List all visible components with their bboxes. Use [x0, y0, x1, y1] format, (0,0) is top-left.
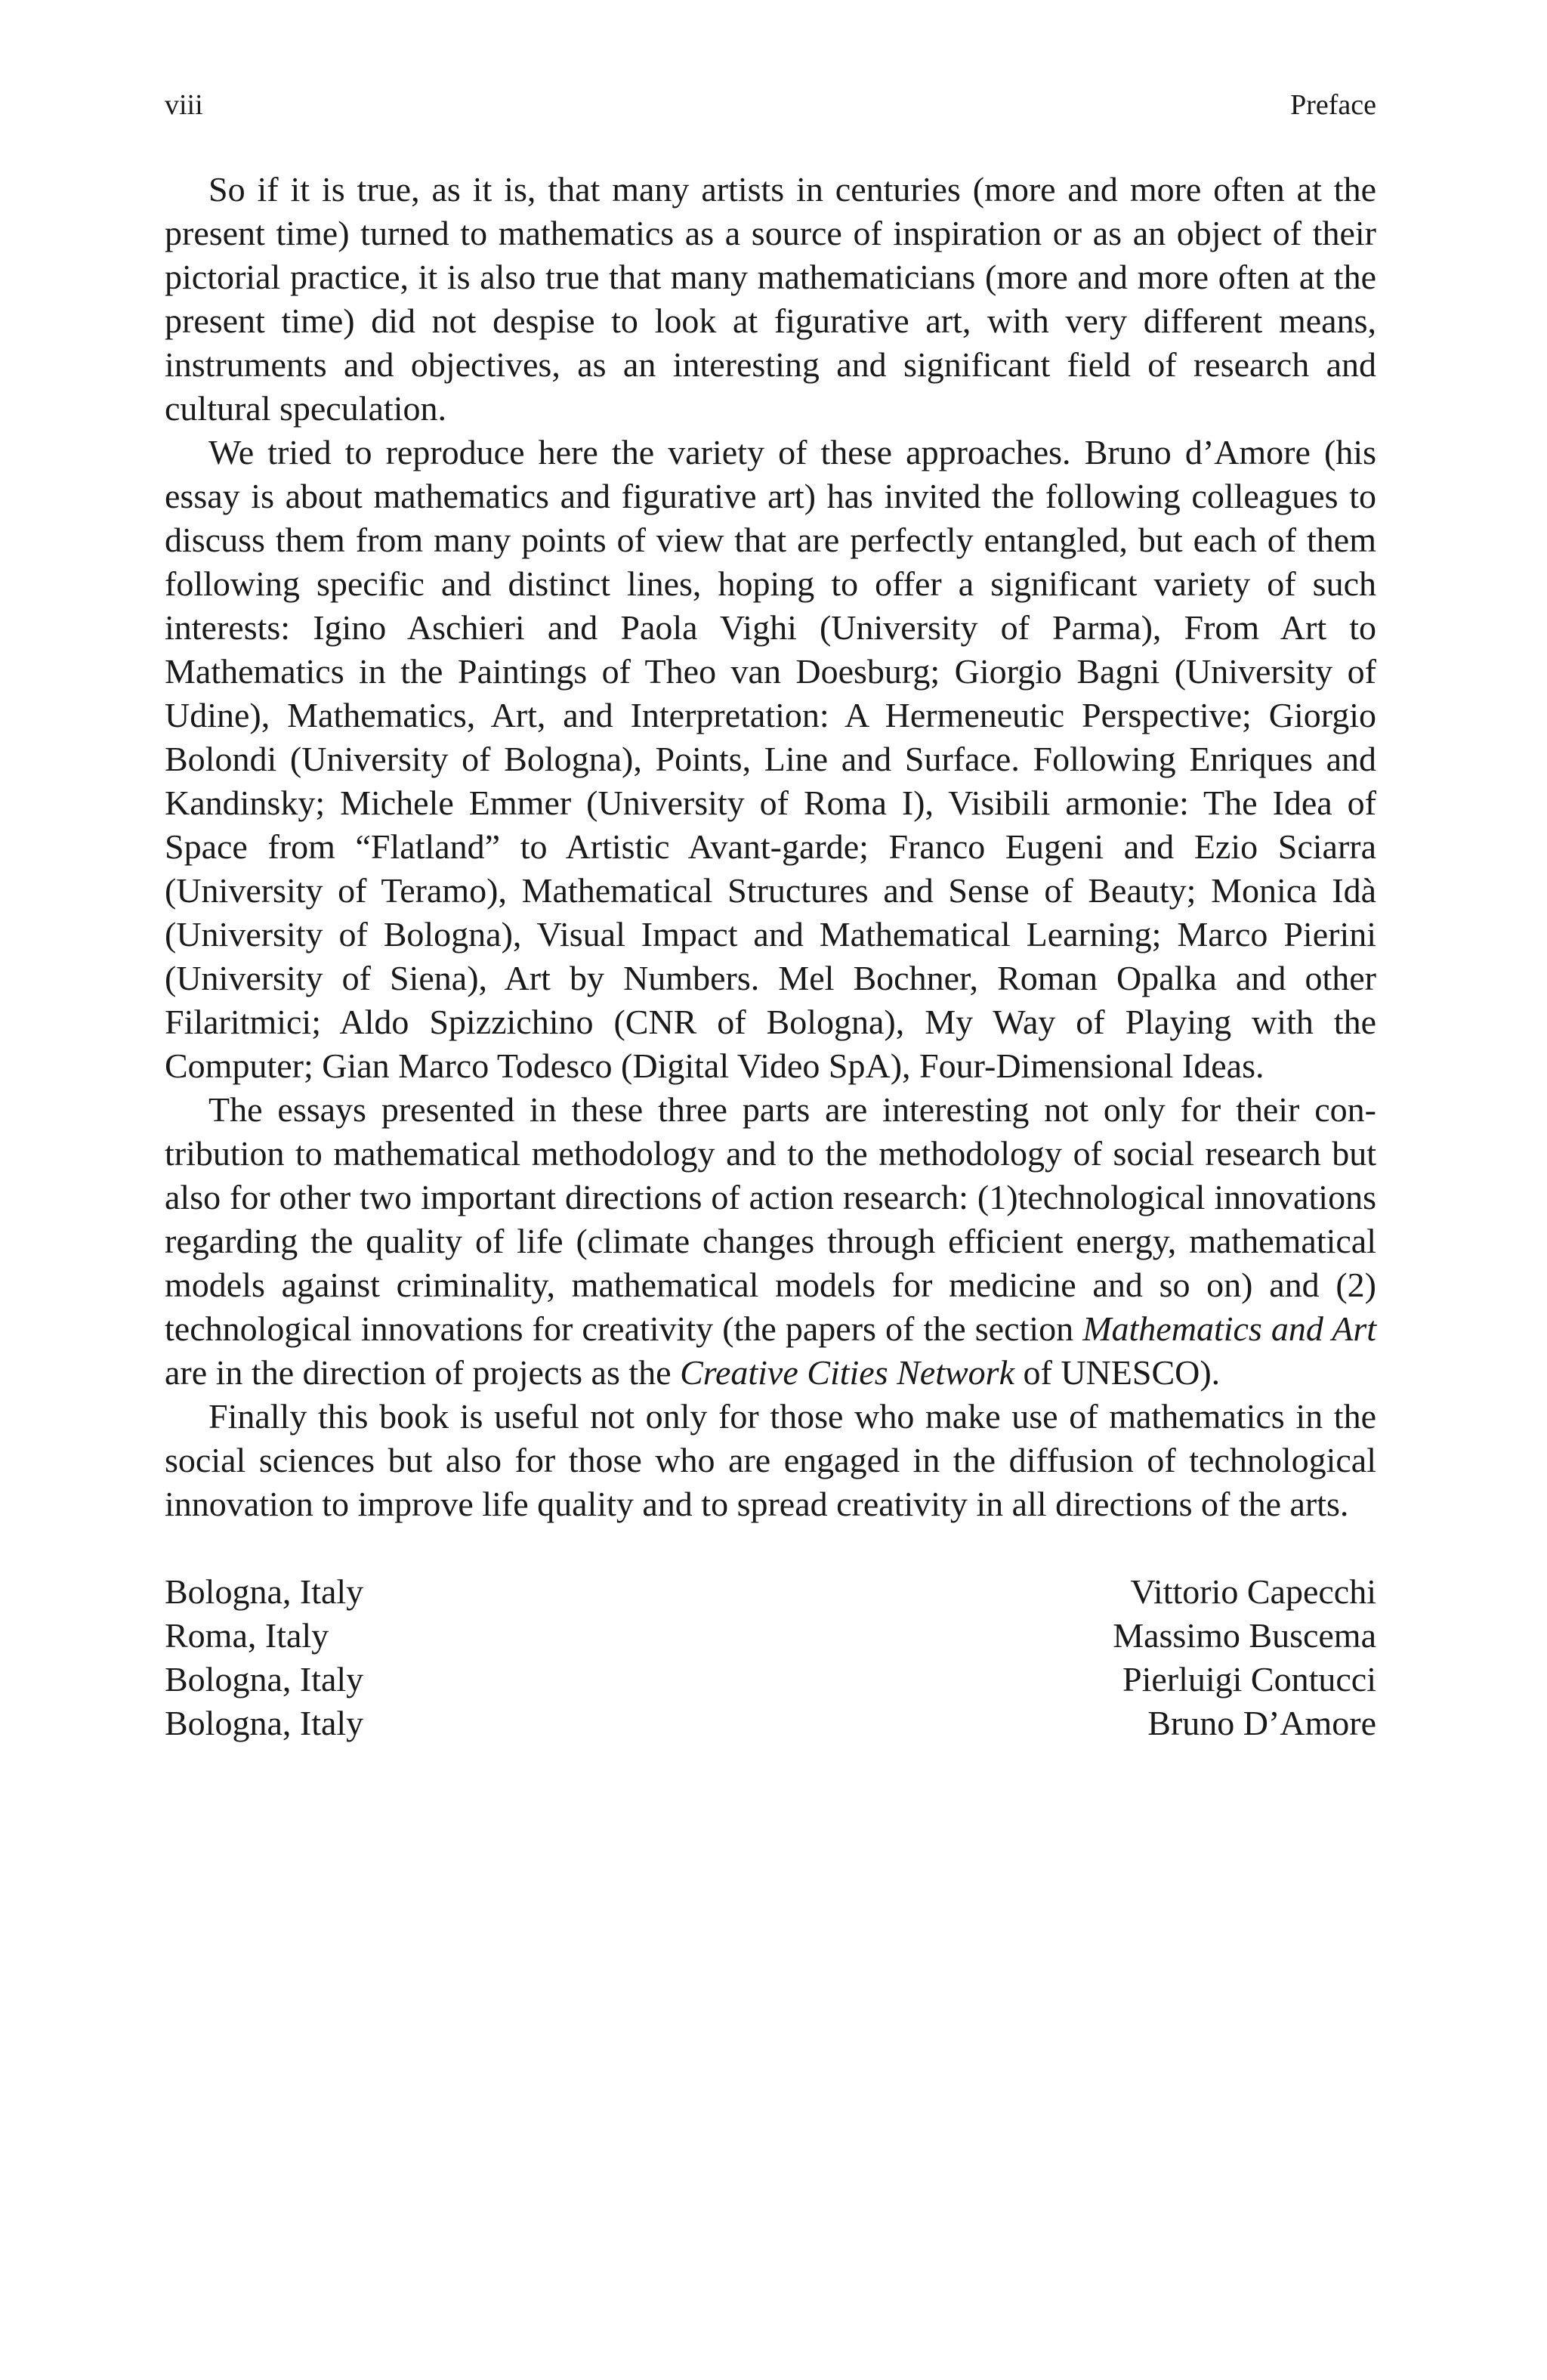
- page-number: viii: [165, 89, 203, 121]
- paragraph-3-text-b: are in the direction of projects as the: [165, 1353, 681, 1392]
- preface-body: [165, 168, 1376, 1526]
- signature-name: Vittorio Capecchi: [1130, 1572, 1376, 1611]
- running-head: [165, 91, 1376, 119]
- signature-name: Bruno D’Amore: [1147, 1704, 1376, 1742]
- signature-place: Roma, Italy: [165, 1616, 329, 1655]
- book-page: [165, 91, 1376, 1745]
- signature-row: [165, 1614, 1376, 1658]
- italic-section-title: Mathematics and Art: [1082, 1309, 1376, 1348]
- paragraph-1: So if it is true, as it is, that many artists in centuries (more and more often at the present time) turned to mathematics as a source of inspiration or as an object of their pictorial practice, it is also true that many mathematicians (more and more often at the present time) did not despise to look at figurative art, with very different means, instruments and objectives, as an interesting and significant field of research and cultural speculation.: [165, 170, 1376, 428]
- signature-place: Bologna, Italy: [165, 1572, 364, 1611]
- paragraph-3-text-a: The essays presented in these three parts are interesting not only for their contribution to mathematical methodology and to the methodology of social research but also for other two important directions of action research: (1)technological innovations regarding the quality of life (climate changes through efficient energy, mathematical models against criminality, mathematical models for medicine and so on) and (2) technological innovations for creativity (the papers of the section: [165, 1090, 1376, 1348]
- signature-row: [165, 1658, 1376, 1702]
- paragraph-2: We tried to reproduce here the variety of these approaches. Bruno d’Amore (his essay is about mathematics and figurative art) has invited the following colleagues to discuss them from many points of view that are perfectly entangled, but each of them following specific and distinct lines, hoping to offer a significant variety of such interests: Igino Aschieri and Paola Vighi (University of Parma), From Art to Mathematics in the Paintings of Theo van Doesburg; Giorgio Bagni (University of Udine), Mathematics, Art, and Interpretation: A Hermeneutic Perspective; Giorgio Bolondi (University of Bologna), Points, Line and Surface. Following Enriques and Kandinsky; Michele Emmer (University of Roma I), Visibili armonie: The Idea of Space from “Flatland” to Artistic Avant-garde; Franco Eugeni and Ezio Sciarra (University of Teramo), Mathematical Structures and Sense of Beauty; Monica Idà (University of Bologna), Visual Impact and Mathematical Learning; Marco Pierini (University of Siena), Art by Numbers. Mel Bochner, Roman Opalka and other Filaritmici; Aldo Spizzichino (CNR of Bologna), My Way of Playing with the Computer; Gian Marco Todesco (Digital Video SpA), Four-Dimensional Ideas.: [165, 433, 1376, 1085]
- signature-place: Bologna, Italy: [165, 1660, 364, 1698]
- paragraph-3: [165, 1088, 1376, 1395]
- signature-block: [165, 1570, 1376, 1745]
- signature-name: Pierluigi Contucci: [1122, 1660, 1376, 1698]
- paragraph-3-text-c: of UNESCO).: [1014, 1353, 1221, 1392]
- italic-network-name: Creative Cities Network: [680, 1353, 1014, 1392]
- signature-name: Massimo Buscema: [1113, 1616, 1376, 1655]
- signature-row: [165, 1570, 1376, 1614]
- section-title: Preface: [1290, 89, 1376, 121]
- signature-place: Bologna, Italy: [165, 1704, 364, 1742]
- paragraph-4: Finally this book is useful not only for those who make use of mathematics in the social sciences but also for those who are engaged in the diffusion of technological innovation to improve life quality and to spread creativity in all directions of the arts.: [165, 1397, 1376, 1523]
- signature-row: [165, 1702, 1376, 1745]
